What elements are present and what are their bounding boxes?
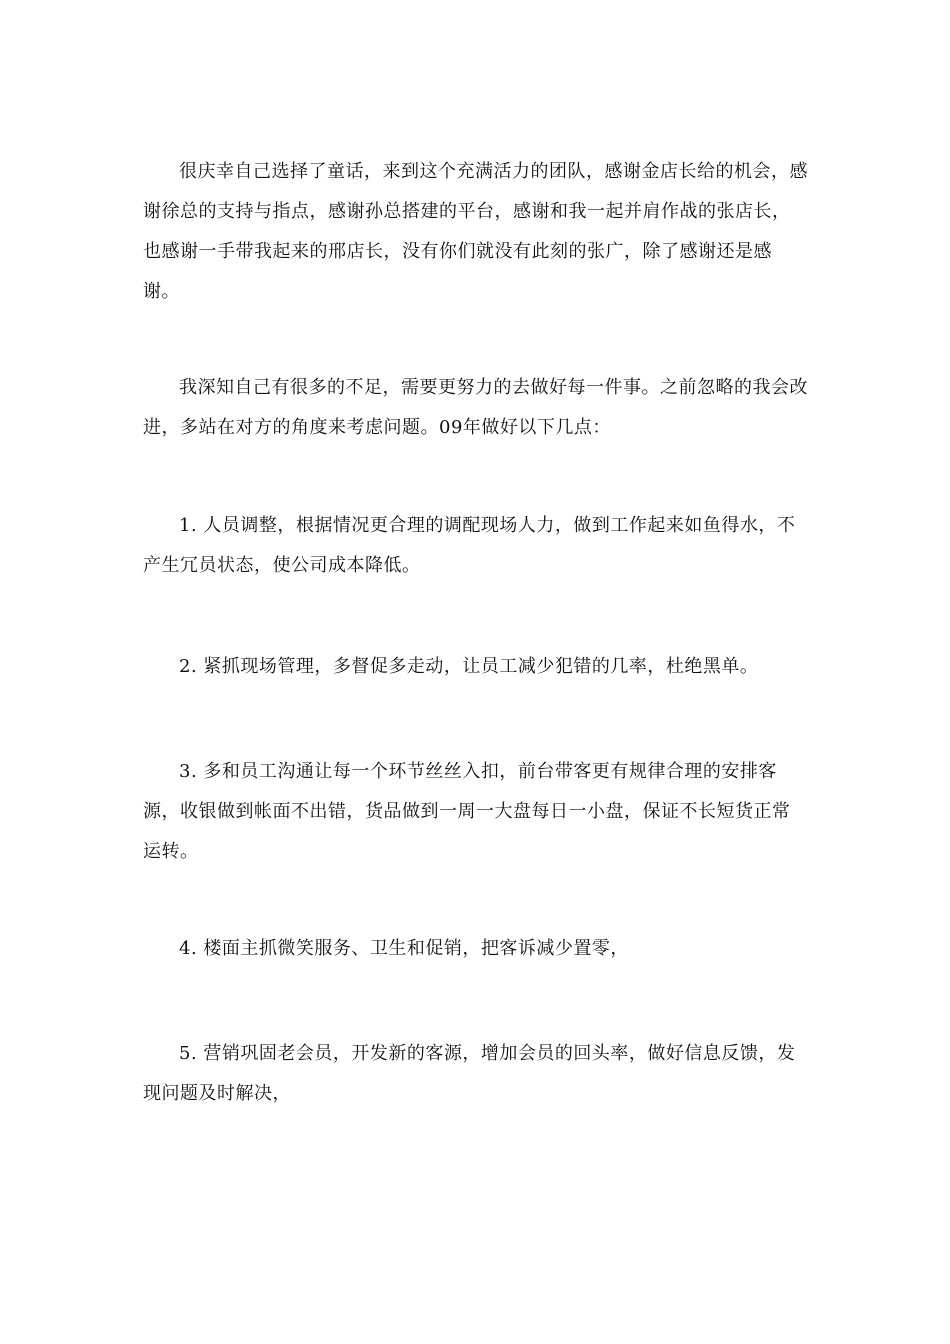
paragraph-gratitude: 很庆幸自己选择了童话，来到这个充满活力的团队，感谢金店长给的机会，感谢徐总的支持与指点，感谢孙总搭建的平台，感谢和我一起并肩作战的张店长，也感谢一手带我起来的邢店长，没有你们就没有此刻的张广，除了感谢还是感谢。 [143, 161, 808, 302]
list-item-staffing: 1. 人员调整，根据情况更合理的调配现场人力，做到工作起来如鱼得水，不产生冗员状态，使公司成本降低。 [143, 515, 796, 576]
list-item-onsite-management: 2. 紧抓现场管理，多督促多走动，让员工减少犯错的几率，杜绝黑单。 [179, 656, 759, 677]
list-item-marketing: 5. 营销巩固老会员，开发新的客源，增加会员的回头率，做好信息反馈，发现问题及时解决， [143, 1043, 796, 1104]
list-item-communication: 3. 多和员工沟通让每一个环节丝丝入扣，前台带客更有规律合理的安排客源，收银做到帐面不出错，货品做到一周一大盘每日一小盘，保证不长短货正常运转。 [143, 761, 791, 862]
paragraph-self-reflection: 我深知自己有很多的不足，需要更努力的去做好每一件事。之前忽略的我会改进，多站在对方的角度来考虑问题。09年做好以下几点： [143, 377, 808, 438]
list-item-floor-service: 4. 楼面主抓微笑服务、卫生和促销，把客诉减少置零， [179, 938, 629, 959]
